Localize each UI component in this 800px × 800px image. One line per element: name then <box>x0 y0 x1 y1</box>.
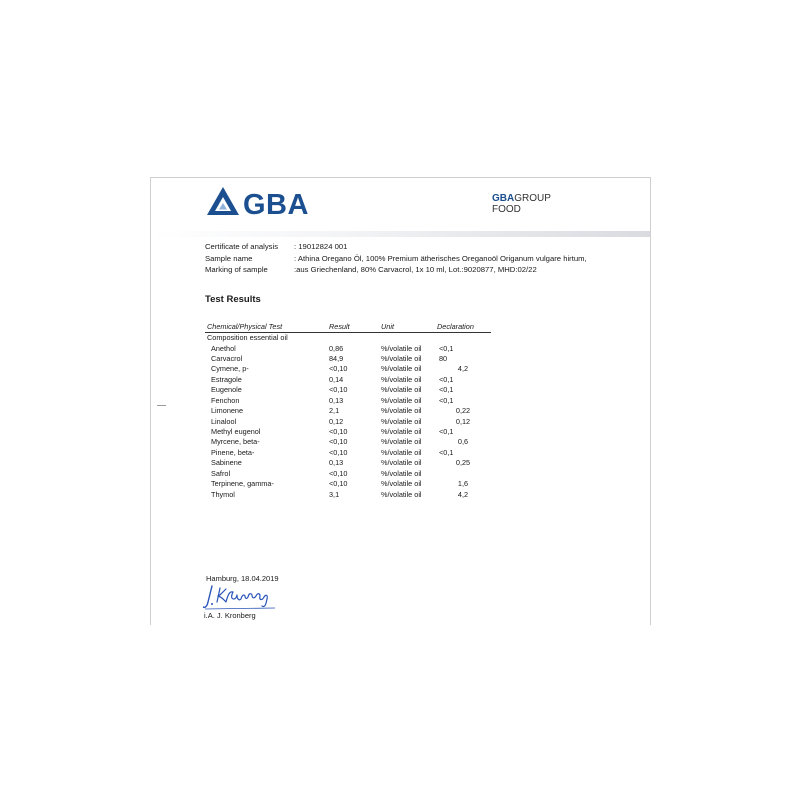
table-row <box>205 417 491 427</box>
gba-logo-mark-icon <box>206 186 240 216</box>
signer-name: i.A. J. Kronberg <box>204 611 256 620</box>
cell-test-name: Methyl eugenol <box>211 427 261 436</box>
table-row <box>205 437 491 447</box>
cell-declaration: 1,6 <box>457 479 469 489</box>
cell-test-name: Cymene, p- <box>211 364 249 374</box>
cell-test-name: Sabinene <box>211 458 242 468</box>
cell-result: <0,10 <box>329 437 348 447</box>
cell-result: 3,1 <box>329 489 340 499</box>
cell-unit: %/volatile oil <box>381 479 422 489</box>
group-name <box>492 193 551 204</box>
cell-unit: %/volatile oil <box>381 427 422 436</box>
cell-unit: %/volatile oil <box>381 468 422 478</box>
certificate-page <box>150 177 651 625</box>
cell-unit: %/volatile oil <box>381 374 422 384</box>
cell-declaration: <0,1 <box>439 374 454 384</box>
cell-test-name: Anethol <box>211 343 236 353</box>
column-header-unit: Unit <box>381 322 394 331</box>
table-row <box>205 406 491 416</box>
cell-test-name: Estragole <box>211 374 242 384</box>
cell-result: 0,12 <box>329 416 344 426</box>
table-row <box>205 354 491 364</box>
cell-test-name: Terpinene, gamma- <box>211 479 274 489</box>
table-row <box>205 364 491 374</box>
scan-edge-mark <box>157 405 166 406</box>
cell-declaration: 0,12 <box>455 416 471 426</box>
cell-declaration: 0,25 <box>455 458 471 468</box>
cell-test-name: Safrol <box>211 468 231 478</box>
cell-declaration: 0,6 <box>457 437 469 447</box>
cell-unit: %/volatile oil <box>381 458 422 468</box>
cell-test-name: Limonene <box>211 406 244 416</box>
meta-value: : Athina Oregano Öl, 100% Premium ätherisches Oreganoöl Origanum vulgare hirtum, <box>294 253 587 263</box>
group-division-label <box>492 193 551 215</box>
cell-result: 0,14 <box>329 374 344 384</box>
table-row <box>205 385 491 395</box>
cell-result: <0,10 <box>329 479 348 489</box>
table-row <box>205 344 491 354</box>
cell-unit: %/volatile oil <box>381 447 422 457</box>
signature-image <box>203 582 283 612</box>
column-header-declaration: Declaration <box>437 322 474 331</box>
cell-result: 0,13 <box>329 395 344 405</box>
cell-test-name: Thymol <box>211 489 235 499</box>
cell-declaration: 80 <box>439 353 448 363</box>
cell-result: 2,1 <box>329 406 340 416</box>
cell-test-name: Carvacrol <box>211 353 243 363</box>
table-row <box>205 479 491 489</box>
cell-unit: %/volatile oil <box>381 385 422 395</box>
table-row <box>205 396 491 406</box>
cell-test-name: Myrcene, beta- <box>211 437 260 447</box>
cell-result: <0,10 <box>329 385 348 395</box>
cell-unit: %/volatile oil <box>381 416 422 426</box>
cell-result: <0,10 <box>329 364 348 374</box>
cell-test-name: Fenchon <box>211 395 240 405</box>
cell-result: 84,9 <box>329 353 344 363</box>
cell-declaration: <0,1 <box>439 395 454 405</box>
division-name: FOOD <box>492 204 521 215</box>
cell-declaration: <0,1 <box>439 447 454 457</box>
meta-label: Marking of sample <box>205 265 268 274</box>
section-title: Test Results <box>205 294 261 305</box>
cell-result: <0,10 <box>329 447 348 457</box>
cell-declaration: 4,2 <box>457 489 469 499</box>
header-band <box>151 231 650 237</box>
cell-unit: %/volatile oil <box>381 489 422 499</box>
meta-value: :aus Griechenland, 80% Carvacrol, 1x 10 ml, Lot.:9020877, MHD:02/22 <box>294 265 537 274</box>
results-table <box>205 322 491 500</box>
column-header-test: Chemical/Physical Test <box>207 322 283 331</box>
meta-label: Certificate of analysis <box>205 242 279 251</box>
table-row <box>205 375 491 385</box>
cell-test-name: Pinene, beta- <box>211 447 255 457</box>
table-row <box>205 458 491 468</box>
column-header-result: Result <box>329 322 350 331</box>
cell-declaration: <0,1 <box>439 343 454 353</box>
meta-label: Sample name <box>205 253 253 263</box>
cell-unit: %/volatile oil <box>381 353 422 363</box>
table-body <box>205 344 491 501</box>
cell-test-name: Linalool <box>211 416 237 426</box>
group-name-bold: GBA <box>492 193 515 204</box>
table-row <box>205 427 491 437</box>
group-name-rest: GROUP <box>514 193 551 204</box>
cell-unit: %/volatile oil <box>381 343 422 353</box>
cell-test-name: Eugenole <box>211 385 242 395</box>
cell-result: <0,10 <box>329 468 348 478</box>
table-row <box>205 469 491 479</box>
table-group-label: Composition essential oil <box>207 333 288 342</box>
cell-unit: %/volatile oil <box>381 395 422 405</box>
cell-declaration: 4,2 <box>457 364 469 374</box>
meta-value: : 19012824 001 <box>294 242 348 251</box>
cell-declaration: <0,1 <box>439 427 454 436</box>
table-header-row <box>205 322 491 333</box>
cell-declaration: <0,1 <box>439 385 454 395</box>
cell-result: 0,13 <box>329 458 344 468</box>
place-and-date: Hamburg, 18.04.2019 <box>206 574 279 583</box>
logo-wordmark: GBA <box>243 189 309 221</box>
table-row <box>205 490 491 500</box>
table-row <box>205 448 491 458</box>
cell-unit: %/volatile oil <box>381 406 422 416</box>
cell-unit: %/volatile oil <box>381 364 422 374</box>
cell-result: <0,10 <box>329 427 348 436</box>
cell-unit: %/volatile oil <box>381 437 422 447</box>
cell-declaration: 0,22 <box>455 406 471 416</box>
cell-result: 0,86 <box>329 343 344 353</box>
